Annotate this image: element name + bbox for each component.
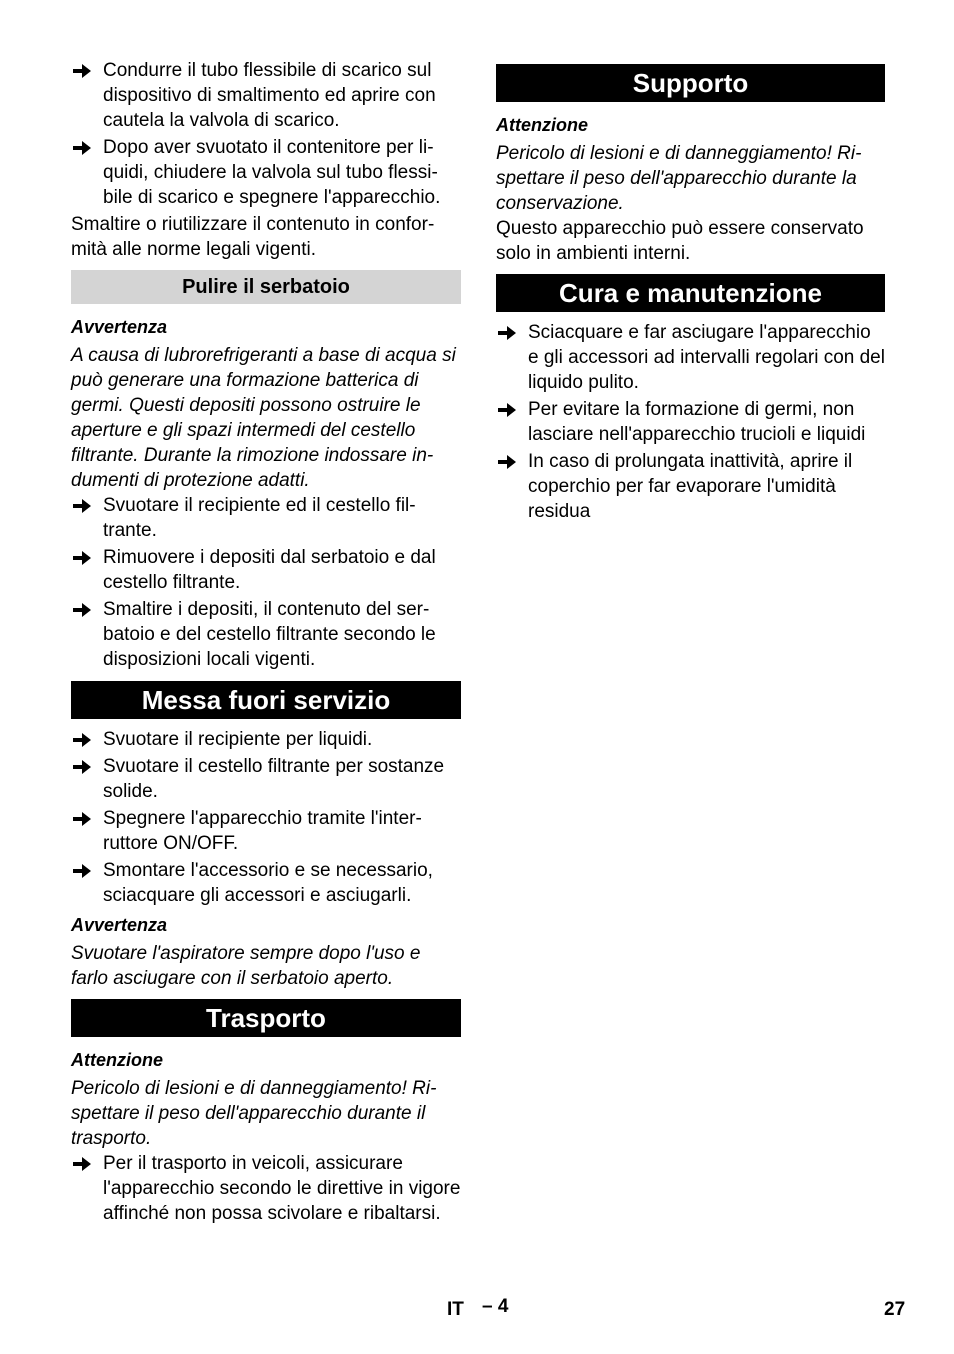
list-item: Spegnere l'apparecchio tramite l'interruttore ON/OFF.	[71, 806, 461, 856]
list-item: In caso di prolungata inattività, aprire il coperchio per far evaporare l'umidità residua	[496, 449, 885, 524]
list-item: Smontare l'accessorio e se necessario, sciacquare gli accessori e asciugarli.	[71, 858, 461, 908]
note-label: Avvertenza	[71, 317, 168, 337]
note-label: Attenzione	[71, 1050, 163, 1070]
list-item: Per il trasporto in veicoli, assicurare l'apparecchio secondo le direttive in vigore affinché non possa scivolare e ribaltarsi.	[71, 1151, 461, 1226]
note-label: Avvertenza	[71, 915, 168, 935]
note-text: Pericolo di lesioni e di danneggiamento! Rispettare il peso dell'apparecchio durante la conservazione.	[496, 143, 862, 214]
left-column	[71, 58, 461, 1226]
list-item: Svuotare il recipiente per liquidi.	[71, 727, 461, 752]
arrow-right-icon	[73, 733, 91, 747]
footer-section-number: – 4	[482, 1296, 509, 1317]
section-heading-pulire: Pulire il serbatoio	[71, 270, 461, 304]
note-text: Pericolo di lesioni e di danneggiamento! Rispettare il peso dell'apparecchio durante il trasporto.	[71, 1078, 437, 1149]
arrow-right-icon	[73, 1157, 91, 1171]
arrow-right-icon	[73, 64, 91, 78]
list-item: Dopo aver svuotato il contenitore per liquidi, chiudere la valvola sul tubo flessibile di scarico e spegnere l'apparecchio.	[71, 135, 461, 210]
list-item: Per evitare la formazione di germi, non lasciare nell'apparecchio trucioli e liquidi	[496, 397, 885, 447]
arrow-right-icon	[73, 603, 91, 617]
list-item: Condurre il tubo flessibile di scarico sul dispositivo di smaltimento ed aprire con cautela la valvola di scarico.	[71, 58, 461, 133]
arrow-right-icon	[498, 403, 516, 417]
arrow-right-icon	[73, 141, 91, 155]
note-text: Svuotare l'aspiratore sempre dopo l'uso e farlo asciugare con il serbatoio aperto.	[71, 943, 421, 989]
body-text: Questo apparecchio può essere conservato solo in ambienti interni.	[496, 218, 864, 264]
arrow-right-icon	[73, 760, 91, 774]
note-label: Attenzione	[496, 115, 588, 135]
list-item: Smaltire i depositi, il contenuto del serbatoio e del cestello filtrante secondo le disposizioni locali vigenti.	[71, 597, 461, 672]
list-item: Sciacquare e far asciugare l'apparecchio e gli accessori ad intervalli regolari con del liquido pulito.	[496, 320, 885, 395]
arrow-right-icon	[498, 326, 516, 340]
section-heading-supporto: Supporto	[496, 64, 885, 102]
arrow-right-icon	[73, 551, 91, 565]
section-heading-cura: Cura e manutenzione	[496, 274, 885, 312]
note-text: A causa di lubrorefrigeranti a base di acqua si può generare una formazione batterica di germi. Questi depositi possono ostruire le aperture e gli spazi intermedi del cestello filtrante. Durante la rimozione indossare indumenti di protezione adatti.	[71, 345, 456, 491]
arrow-right-icon	[73, 864, 91, 878]
section-heading-trasporto: Trasporto	[71, 999, 461, 1037]
page-number: 27	[884, 1299, 906, 1320]
arrow-right-icon	[73, 812, 91, 826]
arrow-right-icon	[73, 499, 91, 513]
list-item: Svuotare il cestello filtrante per sostanze solide.	[71, 754, 461, 804]
list-item: Rimuovere i depositi dal serbatoio e dal cestello filtrante.	[71, 545, 461, 595]
right-column	[496, 64, 885, 524]
section-heading-messa: Messa fuori servizio	[71, 681, 461, 719]
body-text: Smaltire o riutilizzare il contenuto in conformità alle norme legali vigenti.	[71, 214, 435, 260]
list-item: Svuotare il recipiente ed il cestello filtrante.	[71, 493, 461, 543]
arrow-right-icon	[498, 455, 516, 469]
footer-language: IT	[447, 1299, 464, 1320]
